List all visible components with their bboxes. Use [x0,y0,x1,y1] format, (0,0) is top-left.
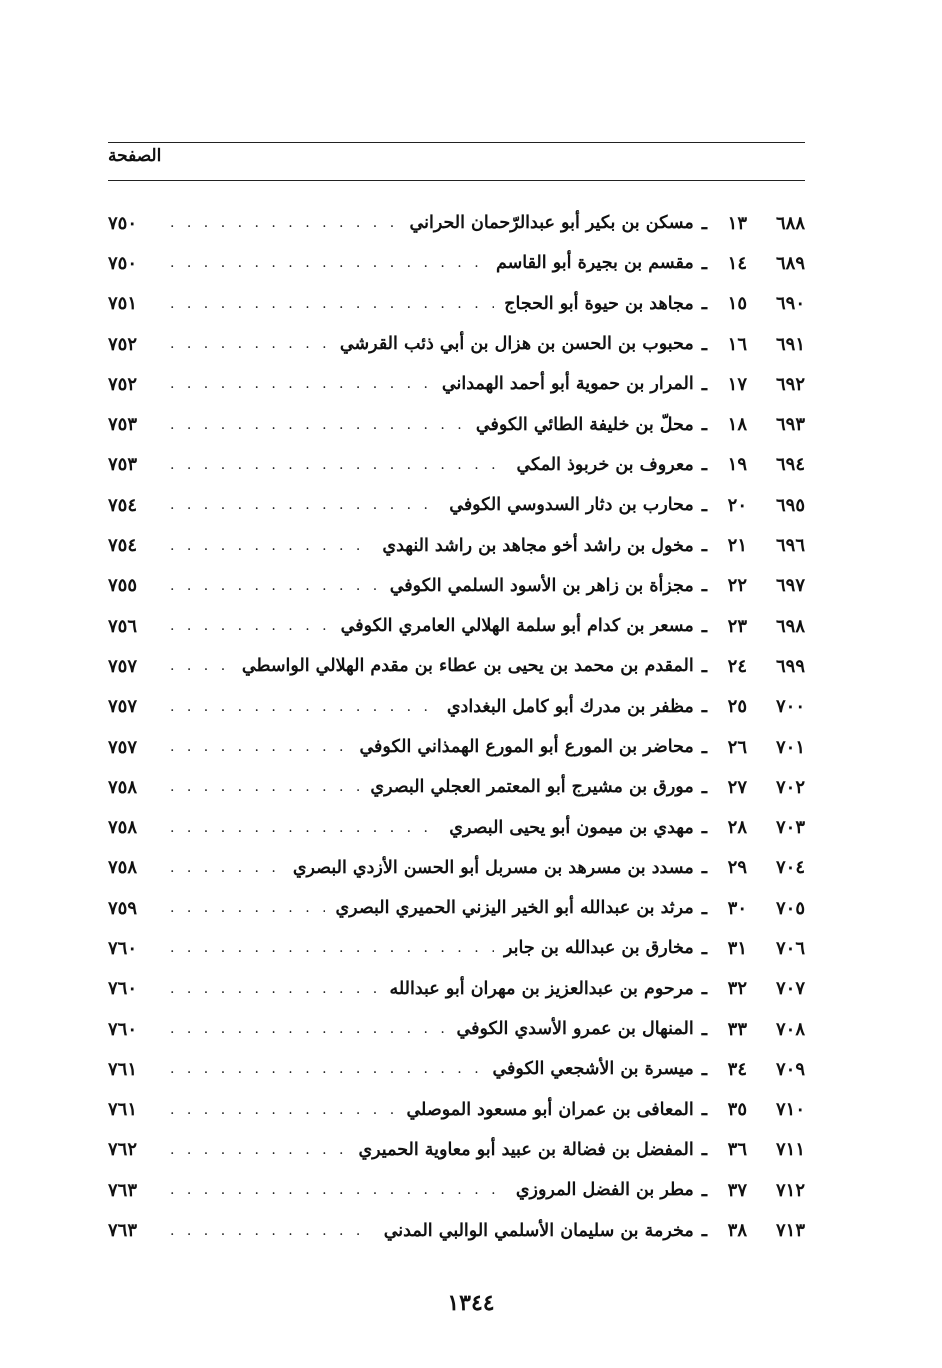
dot-leader [170,739,349,755]
entry-number: ٦٩٤ [775,454,805,476]
sequence-number: ٢٩ [727,857,747,879]
toc-row [108,848,805,888]
page-reference: ٧٥٣ [108,414,138,436]
page-reference: ٧٥٥ [108,575,138,597]
entry-title: مخارق بن عبدالله بن جابر [503,938,694,959]
page-reference: ٧٥٨ [108,776,138,798]
entry-number: ٦٨٨ [775,212,805,234]
page-reference: ٧٥٠ [108,212,138,234]
dot-leader [170,658,232,674]
entry-title: ميسرة بن الأشجعي الكوفي [492,1059,694,1080]
page-reference: ٧٦١ [108,1099,138,1121]
entry-number: ٧١٠ [775,1099,805,1121]
page-reference: ٧٥٧ [108,655,138,677]
entry-number: ٧٠٤ [775,857,805,879]
sequence-number: ١٩ [727,454,747,476]
entry-dash: ـ [701,1018,707,1040]
entry-title: مهدي بن ميمون أبو يحيى البصري [449,817,694,838]
entry-number: ٧٠٦ [775,937,805,959]
dot-leader [170,376,432,392]
page-reference: ٧٥٨ [108,817,138,839]
dot-leader [170,820,439,836]
footer-page-number: ١٣٤٤ [447,1290,495,1316]
dot-leader [170,417,466,433]
toc-row [108,485,805,525]
entry-dash: ـ [701,1220,707,1242]
page-reference: ٧٥١ [108,293,138,315]
dot-leader [170,538,372,554]
dot-leader [170,1182,506,1198]
entry-number: ٦٩٩ [775,655,805,677]
entry-dash: ـ [701,293,707,315]
page-reference: ٧٦٣ [108,1220,138,1242]
toc-row [108,807,805,847]
dot-leader [170,578,380,594]
entry-dash: ـ [701,333,707,355]
toc-row [108,203,805,243]
page-reference: ٧٦٣ [108,1179,138,1201]
header-rule-bottom [108,180,805,181]
entry-dash: ـ [701,817,707,839]
entry-title: محاضر بن المورع أبو المورع الهمذاني الكوفي [359,737,694,757]
page-reference: ٧٥٤ [108,535,138,557]
entry-number: ٧٠٥ [775,897,805,919]
entry-dash: ـ [701,454,707,476]
sequence-number: ٣٢ [727,978,747,1000]
entry-title: مسعر بن كدام أبو سلمة الهلالي العامري الكوفي [340,616,694,637]
entry-dash: ـ [701,1179,707,1201]
entry-title: المقدم بن محمد بن يحيى بن عطاء بن مقدم الهلالي الواسطي [241,656,694,677]
entry-title: مخول بن راشد أخو مجاهد بن راشد النهدي [382,535,694,556]
page-reference: ٧٥٠ [108,252,138,274]
sequence-number: ٣٠ [727,897,747,919]
entry-dash: ـ [701,494,707,516]
entry-dash: ـ [701,414,707,436]
entry-dash: ـ [701,655,707,677]
entry-title: مجزأة بن زاهر بن الأسود السلمي الكوفي [389,575,694,596]
entry-number: ٧٠٢ [775,776,805,798]
toc-row [108,525,805,565]
entry-number: ٦٩٨ [775,615,805,637]
page-reference: ٧٥٧ [108,696,138,718]
entry-number: ٦٩١ [775,333,805,355]
toc-row [108,969,805,1009]
entry-title: مجاهد بن حيوة أبو الحجاج [504,293,694,314]
entry-dash: ـ [701,252,707,274]
entry-title: مسدد بن مسرهد بن مسربل أبو الحسن الأزدي البصري [292,857,694,878]
sequence-number: ٢٦ [727,736,747,758]
dot-leader [170,1021,447,1037]
entry-dash: ـ [701,696,707,718]
toc-row [108,1049,805,1089]
entry-title: مسكن بن بكير أبو عبدالرّحمان الحراني [409,213,694,234]
page-reference: ٧٦٠ [108,937,138,959]
entry-number: ٦٩٧ [775,575,805,597]
entry-dash: ـ [701,1058,707,1080]
dot-leader [170,255,486,271]
dot-leader [170,981,379,997]
dot-leader [170,457,506,473]
sequence-number: ١٧ [727,373,747,395]
sequence-number: ٢٢ [727,575,747,597]
dot-leader [170,779,360,795]
toc-row [108,1210,805,1250]
header-rule-top [108,142,805,143]
toc-row [108,566,805,606]
entry-dash: ـ [701,897,707,919]
toc-row [108,445,805,485]
dot-leader [170,1142,348,1158]
dot-leader [170,1061,482,1077]
entry-number: ٧٠٣ [775,817,805,839]
entry-title: مورق بن مشيرج أبو المعتمر العجلي البصري [370,777,694,798]
entry-dash: ـ [701,978,707,1000]
sequence-number: ٣٥ [727,1099,747,1121]
entry-title: معروف بن خربوذ المكي [516,454,694,475]
sequence-number: ٣١ [727,937,747,959]
toc-row [108,1009,805,1049]
entry-number: ٧١٣ [775,1220,805,1242]
entry-dash: ـ [701,575,707,597]
dot-leader [170,900,325,916]
entry-number: ٧٠٠ [775,696,805,718]
dot-leader [170,1102,396,1118]
sequence-number: ١٥ [727,293,747,315]
page-reference: ٧٦٠ [108,1018,138,1040]
dot-leader [170,497,439,513]
entry-title: المرار بن حموية أبو أحمد الهمداني [441,374,694,395]
entry-number: ٦٩٠ [775,293,805,315]
page-reference: ٧٥٨ [108,857,138,879]
sequence-number: ١٦ [727,333,747,355]
toc-row [108,364,805,404]
entry-title: محبوب بن الحسن بن هزال بن أبي ذئب القرشي [339,334,694,355]
sequence-number: ١٣ [727,212,747,234]
toc-list [108,203,805,1251]
sequence-number: ٣٧ [727,1179,747,1201]
sequence-number: ٢١ [727,535,747,557]
sequence-number: ٢٤ [727,655,747,677]
toc-row [108,404,805,444]
dot-leader [170,618,331,634]
dot-leader [170,1223,374,1239]
entry-number: ٦٩٢ [775,373,805,395]
entry-number: ٧٠٩ [775,1058,805,1080]
toc-row [108,1090,805,1130]
entry-number: ٦٩٣ [775,414,805,436]
page-reference: ٧٥٩ [108,897,138,919]
sequence-number: ٣٤ [727,1058,747,1080]
toc-row [108,687,805,727]
entry-number: ٧١٢ [775,1179,805,1201]
dot-leader [170,860,283,876]
entry-title: مخرمة بن سليمان الأسلمي الوالبي المدني [383,1220,694,1241]
entry-number: ٧٠١ [775,736,805,758]
entry-dash: ـ [701,857,707,879]
entry-number: ٧٠٨ [775,1018,805,1040]
entry-dash: ـ [701,535,707,557]
sequence-number: ٢٧ [727,776,747,798]
sequence-number: ٣٣ [727,1018,747,1040]
toc-row [108,1130,805,1170]
entry-number: ٧١١ [775,1139,805,1161]
toc-row [108,767,805,807]
entry-dash: ـ [701,1099,707,1121]
toc-row [108,606,805,646]
sequence-number: ٢٨ [727,817,747,839]
entry-title: مرثد بن عبدالله أبو الخير اليزني الحميري البصري [335,898,694,919]
page-reference: ٧٦٢ [108,1139,138,1161]
page-reference: ٧٥٣ [108,454,138,476]
page-reference: ٧٥٢ [108,333,138,355]
dot-leader [170,296,494,312]
page-reference: ٧٥٤ [108,494,138,516]
toc-row [108,888,805,928]
entry-title: مظفر بن مدرك أبو كامل البغدادي [446,696,694,717]
sequence-number: ٣٨ [727,1220,747,1242]
entry-title: محارب بن دثار السدوسي الكوفي [449,495,694,516]
entry-title: مقسم بن بجيرة أبو القاسم [495,253,694,274]
entry-dash: ـ [701,937,707,959]
toc-row [108,1170,805,1210]
page-reference: ٧٦١ [108,1058,138,1080]
entry-number: ٦٩٦ [775,535,805,557]
page-column-header: الصفحة [108,146,162,166]
entry-title: المعافى بن عمران أبو مسعود الموصلي [406,1099,694,1120]
dot-leader [170,215,400,231]
toc-row [108,324,805,364]
entry-title: مطر بن الفضل المروزي [515,1180,694,1201]
dot-leader [170,940,494,956]
entry-title: المنهال بن عمرو الأسدي الكوفي [456,1019,694,1040]
entry-title: محلّ بن خليفة الطائي الكوفي [475,414,694,435]
entry-number: ٦٨٩ [775,252,805,274]
entry-dash: ـ [701,776,707,798]
page-reference: ٧٥٦ [108,615,138,637]
entry-dash: ـ [701,615,707,637]
dot-leader [170,699,437,715]
sequence-number: ٢٠ [727,494,747,516]
sequence-number: ١٨ [727,414,747,436]
entry-dash: ـ [701,736,707,758]
sequence-number: ٢٥ [727,696,747,718]
entry-dash: ـ [701,373,707,395]
sequence-number: ٢٣ [727,615,747,637]
entry-number: ٧٠٧ [775,978,805,1000]
entry-title: المفضل بن فضالة بن عبيد أبو معاوية الحميري [358,1139,694,1160]
sequence-number: ٣٦ [727,1139,747,1161]
page-reference: ٧٥٢ [108,373,138,395]
entry-dash: ـ [701,1139,707,1161]
page-reference: ٧٦٠ [108,978,138,1000]
toc-row [108,928,805,968]
toc-row [108,243,805,283]
entry-dash: ـ [701,212,707,234]
dot-leader [170,336,330,352]
entry-title: مرحوم بن عبدالعزيز بن مهران أبو عبدالله [389,978,694,999]
sequence-number: ١٤ [727,252,747,274]
toc-row [108,284,805,324]
page-reference: ٧٥٧ [108,736,138,758]
entry-number: ٦٩٥ [775,494,805,516]
toc-row [108,646,805,686]
toc-row [108,727,805,767]
